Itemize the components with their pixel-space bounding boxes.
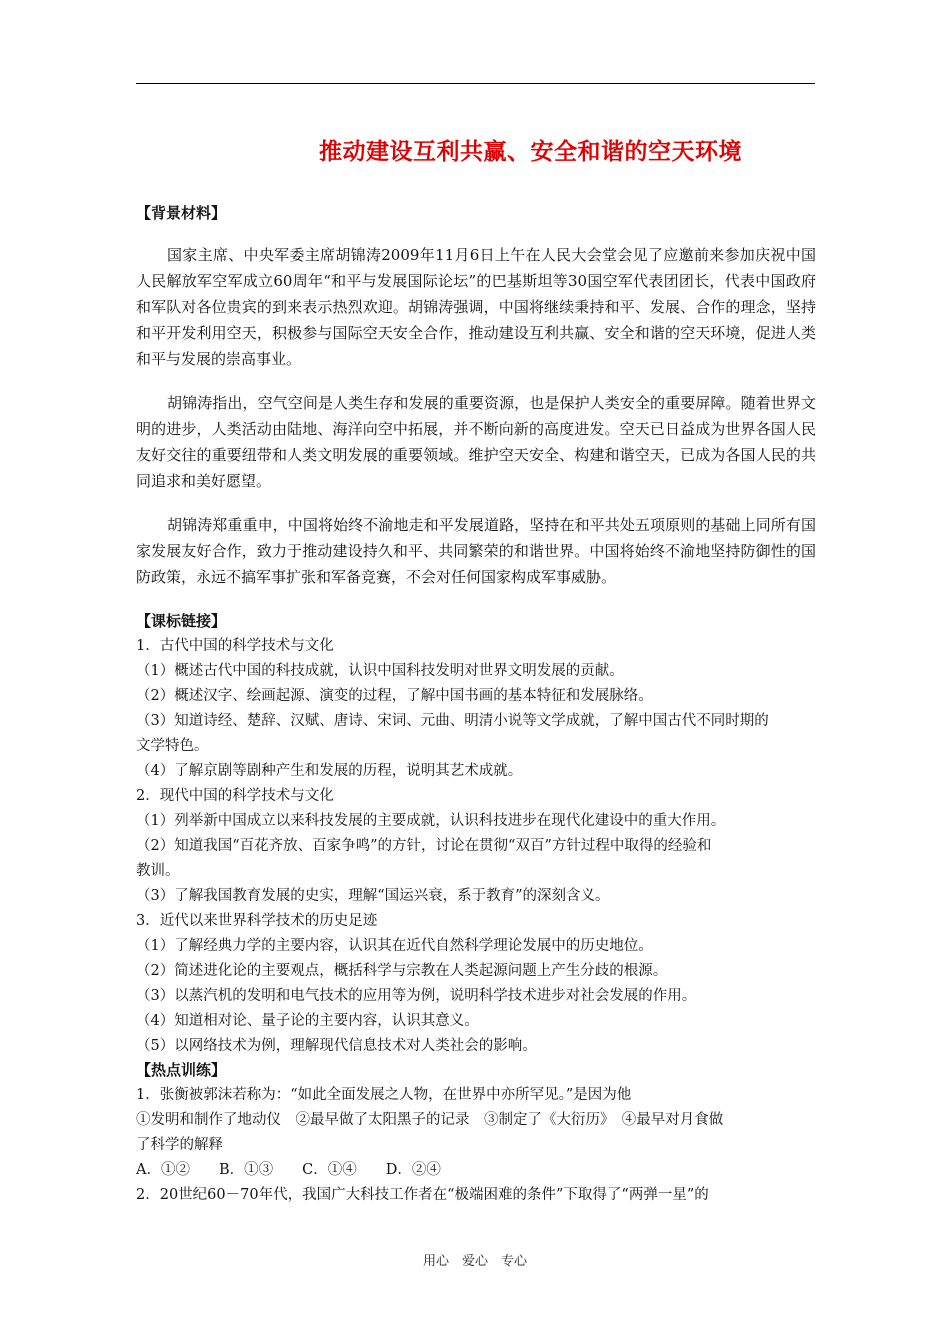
header-rule xyxy=(136,83,815,84)
curriculum-line: （3）以蒸汽机的发明和电气技术的应用等为例，说明科学技术进步对社会发展的作用。 xyxy=(136,988,697,1004)
question-line: 1．张衡被郭沫若称为：“如此全面发展之人物，在世界中亦所罕见。”是因为他 xyxy=(136,1087,632,1103)
curriculum-line: （3）知道诗经、楚辞、汉赋、唐诗、宋词、元曲、明清小说等文学成就，了解中国古代不同时期的 xyxy=(136,713,769,729)
curriculum-line: 2．现代中国的科学技术与文化 xyxy=(136,788,334,804)
page-title: 推动建设互利共赢、安全和谐的空天环境 xyxy=(319,139,742,165)
curriculum-line: 3．近代以来世界科学技术的历史足迹 xyxy=(136,913,378,929)
section-heading-background: 【背景材料】 xyxy=(136,204,227,222)
question-line: 了科学的解释 xyxy=(136,1137,223,1153)
curriculum-line: （2）知道我国“百花齐放、百家争鸣”的方针，讨论在贯彻“双百”方针过程中取得的经验和 xyxy=(136,838,712,854)
paragraph-2: 胡锦涛指出，空气空间是人类生存和发展的重要资源，也是保护人类安全的重要屏障。随着世界文明的进步，人类活动由陆地、海洋向空中拓展，并不断向新的高度进发。空天已日益成为世界各国人民友好交往的重要纽带和人类文明发展的重要领域。维护空天安全、构建和谐空天，已成为各国人民的共同追求和美好愿望。 xyxy=(136,394,816,490)
section-heading-curriculum: 【课标链接】 xyxy=(136,612,227,630)
question-line: ①发明和制作了地动仪 ②最早做了太阳黑子的记录 ③制定了《大衍历》 ④最早对月食做 xyxy=(136,1112,724,1128)
curriculum-line: （5）以网络技术为例，理解现代信息技术对人类社会的影响。 xyxy=(136,1038,537,1054)
curriculum-line: （2）概述汉字、绘画起源、演变的过程，了解中国书画的基本特征和发展脉络。 xyxy=(136,688,653,704)
question-line: 2．20世纪60－70年代，我国广大科技工作者在“极端困难的条件”下取得了“两弹一星”的 xyxy=(136,1187,709,1203)
page-footer: 用心 爱心 专心 xyxy=(422,1254,527,1269)
paragraph-3: 胡锦涛郑重重申，中国将始终不渝地走和平发展道路，坚持在和平共处五项原则的基础上同所有国家发展友好合作，致力于推动建设持久和平、共同繁荣的和谐世界。中国将始终不渝地坚持防御性的国防政策，永远不搞军事扩张和军备竞赛，不会对任何国家构成军事威胁。 xyxy=(136,516,816,586)
paragraph-1: 国家主席、中央军委主席胡锦涛2009年11月6日上午在人民大会堂会见了应邀前来参加庆祝中国人民解放军空军成立60周年“和平与发展国际论坛”的巴基斯坦等30国空军代表团团长，代表中国政府和军队对各位贵宾的到来表示热烈欢迎。胡锦涛强调，中国将继续秉持和平、发展、合作的理念，坚持和平开发利用空天，积极参与国际空天安全合作，推动建设互利共赢、安全和谐的空天环境，促进人类和平与发展的崇高事业。 xyxy=(136,246,816,368)
curriculum-line: 1．古代中国的科学技术与文化 xyxy=(136,638,334,654)
curriculum-line: 文学特色。 xyxy=(136,738,209,754)
curriculum-line: （1）概述古代中国的科技成就，认识中国科技发明对世界文明发展的贡献。 xyxy=(136,663,624,679)
curriculum-line: （4）知道相对论、量子论的主要内容，认识其意义。 xyxy=(136,1013,479,1029)
curriculum-line: （4）了解京剧等剧种产生和发展的历程，说明其艺术成就。 xyxy=(136,763,523,779)
curriculum-line: （1）了解经典力学的主要内容，认识其在近代自然科学理论发展中的历史地位。 xyxy=(136,938,653,954)
curriculum-line: （1）列举新中国成立以来科技发展的主要成就，认识科技进步在现代化建设中的重大作用。 xyxy=(136,813,726,829)
section-heading-training: 【热点训练】 xyxy=(136,1061,227,1079)
curriculum-line: （2）简述进化论的主要观点，概括科学与宗教在人类起源问题上产生分歧的根源。 xyxy=(136,963,668,979)
curriculum-line: （3）了解我国教育发展的史实，理解“国运兴衰，系于教育”的深刻含义。 xyxy=(136,888,610,904)
curriculum-line: 教训。 xyxy=(136,863,180,879)
answer-options: A．①② B．①③ C．①④ D．②④ xyxy=(136,1162,441,1178)
